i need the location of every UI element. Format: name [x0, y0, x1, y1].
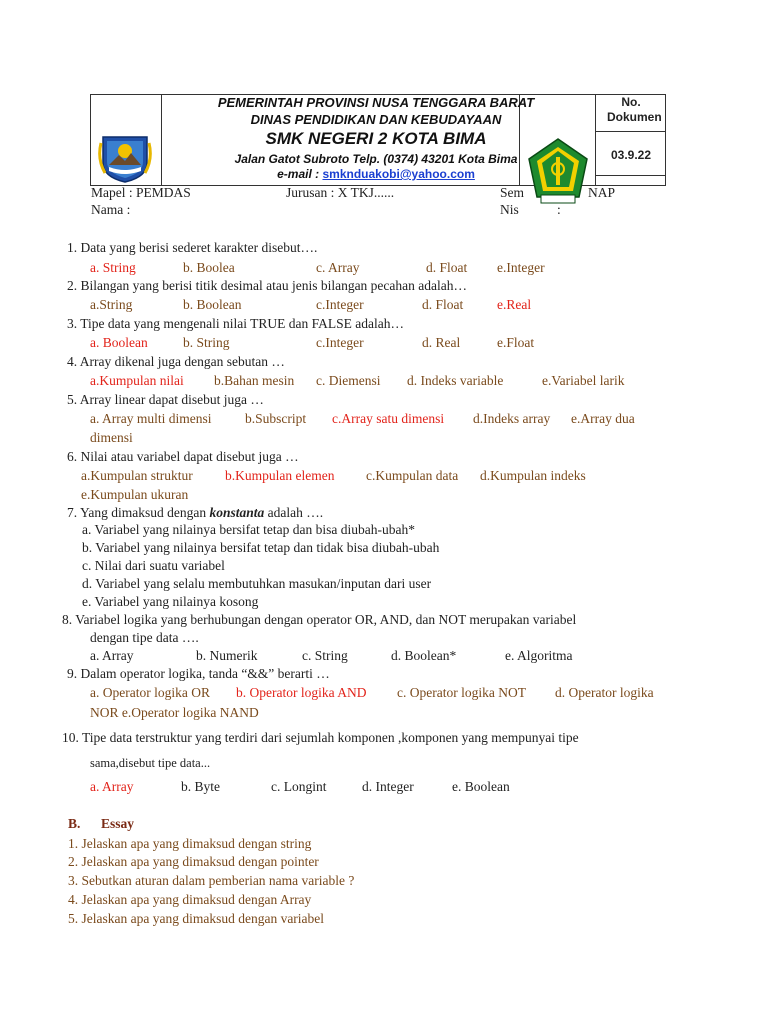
q5-option-c[interactable]: c.Array satu dimensi — [332, 411, 445, 426]
q1-option-a[interactable]: a. String — [90, 260, 136, 275]
q2-option-d[interactable]: d. Float — [422, 297, 464, 312]
essay-item: 5. Jelaskan apa yang dimaksud dengan variabel — [68, 911, 325, 926]
letterhead-table — [90, 94, 666, 186]
q3-option-a[interactable]: a. Boolean — [90, 335, 148, 350]
q6-option-b[interactable]: b.Kumpulan elemen — [225, 468, 335, 483]
q5-option-d[interactable]: d.Indeks array — [473, 411, 551, 426]
question-8: 8. Variabel logika yang berhubungan dengan operator OR, AND, dan NOT merupakan variabel — [62, 612, 577, 627]
q7-option-c[interactable]: c. Nilai dari suatu variabel — [82, 558, 225, 573]
keyword-konstanta: konstanta — [209, 505, 265, 520]
question-3: 3. Tipe data yang mengenali nilai TRUE dan FALSE adalah… — [67, 316, 404, 331]
question-8-cont: dengan tipe data …. — [90, 630, 199, 645]
q3-option-b[interactable]: b. String — [183, 335, 230, 350]
q2-option-e[interactable]: e.Real — [497, 297, 532, 312]
essay-section-label: B. — [68, 816, 81, 831]
email-label: e-mail : — [277, 167, 320, 181]
email-link[interactable]: smknduakobi@yahoo.com — [322, 167, 475, 181]
question-9: 9. Dalam operator logika, tanda “&&” berarti … — [67, 666, 330, 681]
q2-option-c[interactable]: c.Integer — [316, 297, 364, 312]
nap-field: NAP — [588, 185, 616, 200]
q10-option-a[interactable]: a. Array — [90, 779, 134, 794]
q4-option-e[interactable]: e.Variabel larik — [542, 373, 625, 388]
q10-option-d[interactable]: d. Integer — [362, 779, 414, 794]
essay-item: 4. Jelaskan apa yang dimaksud dengan Array — [68, 892, 312, 907]
q9-option-a[interactable]: a. Operator logika OR — [90, 685, 210, 700]
q6-option-d[interactable]: d.Kumpulan indeks — [480, 468, 586, 483]
q1-option-c[interactable]: c. Array — [316, 260, 360, 275]
q8-option-d[interactable]: d. Boolean* — [391, 648, 457, 663]
q1-option-b[interactable]: b. Boolea — [183, 260, 235, 275]
jurusan-field: Jurusan : X TKJ...... — [286, 185, 395, 200]
mapel-field: Mapel : PEMDAS — [91, 185, 191, 200]
question-6: 6. Nilai atau variabel dapat disebut juga … — [67, 449, 299, 464]
q3-option-c[interactable]: c.Integer — [316, 335, 364, 350]
essay-item: 2. Jelaskan apa yang dimaksud dengan pointer — [68, 854, 319, 869]
q9-option-d[interactable]: d. Operator logika — [555, 685, 654, 700]
school-name: SMK NEGERI 2 KOTA BIMA — [265, 129, 487, 148]
q7-option-d[interactable]: d. Variabel yang selalu membutuhkan masukan/inputan dari user — [82, 576, 432, 591]
q7-option-a[interactable]: a. Variabel yang nilainya bersifat tetap dan bisa diubah-ubah* — [82, 522, 416, 537]
q9-option-c[interactable]: c. Operator logika NOT — [397, 685, 526, 700]
q7-option-b[interactable]: b. Variabel yang nilainya bersifat tetap dan tidak bisa diubah-ubah — [82, 540, 440, 555]
q8-option-b[interactable]: b. Numerik — [196, 648, 258, 663]
question-7: 7. Yang dimaksud dengan konstanta adalah …. — [67, 505, 324, 520]
nis-field: Nis — [500, 202, 519, 217]
q5-option-b[interactable]: b.Subscript — [245, 411, 307, 426]
essay-item: 3. Sebutkan aturan dalam pemberian nama variable ? — [68, 873, 355, 888]
semester-field: Sem — [500, 185, 525, 200]
doc-number-label: No. Dokumen — [607, 95, 662, 124]
q4-option-d[interactable]: d. Indeks variable — [407, 373, 504, 388]
q6-option-e[interactable]: e.Kumpulan ukuran — [81, 487, 189, 502]
q4-option-b[interactable]: b.Bahan mesin — [214, 373, 295, 388]
q8-option-c[interactable]: c. String — [302, 648, 348, 663]
question-5: 5. Array linear dapat disebut juga … — [67, 392, 264, 407]
q8-option-e[interactable]: e. Algoritma — [505, 648, 573, 663]
q2-option-a[interactable]: a.String — [90, 297, 133, 312]
q9-option-e[interactable]: NOR e.Operator logika NAND — [90, 705, 259, 720]
doc-number-value: 03.9.22 — [610, 148, 652, 162]
essay-section-title: Essay — [101, 816, 135, 831]
q7-option-e[interactable]: e. Variabel yang nilainya kosong — [82, 594, 259, 609]
q4-option-c[interactable]: c. Diemensi — [316, 373, 381, 388]
q10-option-c[interactable]: c. Longint — [271, 779, 327, 794]
q10-option-b[interactable]: b. Byte — [181, 779, 220, 794]
question-1: 1. Data yang berisi sederet karakter disebut…. — [67, 240, 318, 255]
q4-option-a[interactable]: a.Kumpulan nilai — [90, 373, 184, 388]
school-address: Jalan Gatot Subroto Telp. (0374) 43201 Kota Bima — [234, 152, 518, 166]
q1-option-d[interactable]: d. Float — [426, 260, 468, 275]
q5-option-e[interactable]: e.Array dua — [571, 411, 635, 426]
question-10-cont: sama,disebut tipe data... — [90, 756, 211, 770]
question-2: 2. Bilangan yang berisi titik desimal atau jenis bilangan pecahan adalah… — [67, 278, 468, 293]
q5-option-a[interactable]: a. Array multi dimensi — [90, 411, 212, 426]
q3-option-e[interactable]: e.Float — [497, 335, 535, 350]
school-logo-icon — [527, 137, 589, 207]
nis-colon: : — [557, 202, 561, 217]
q6-option-c[interactable]: c.Kumpulan data — [366, 468, 459, 483]
q2-option-b[interactable]: b. Boolean — [183, 297, 242, 312]
q9-option-b[interactable]: b. Operator logika AND — [236, 685, 367, 700]
q10-option-e[interactable]: e. Boolean — [452, 779, 510, 794]
q3-option-d[interactable]: d. Real — [422, 335, 461, 350]
q6-option-a[interactable]: a.Kumpulan struktur — [81, 468, 193, 483]
dept-title: DINAS PENDIDIKAN DAN KEBUDAYAAN — [250, 112, 502, 127]
nama-field: Nama : — [91, 202, 131, 217]
q8-option-a[interactable]: a. Array — [90, 648, 134, 663]
question-10: 10. Tipe data terstruktur yang terdiri dari sejumlah komponen ,komponen yang mempunyai tipe — [62, 730, 579, 745]
q1-option-e[interactable]: e.Integer — [497, 260, 545, 275]
question-4: 4. Array dikenal juga dengan sebutan … — [67, 354, 285, 369]
q5-option-e-wrap: dimensi — [90, 430, 133, 445]
essay-item: 1. Jelaskan apa yang dimaksud dengan string — [68, 836, 312, 851]
gov-title: PEMERINTAH PROVINSI NUSA TENGGARA BARAT — [217, 95, 535, 110]
